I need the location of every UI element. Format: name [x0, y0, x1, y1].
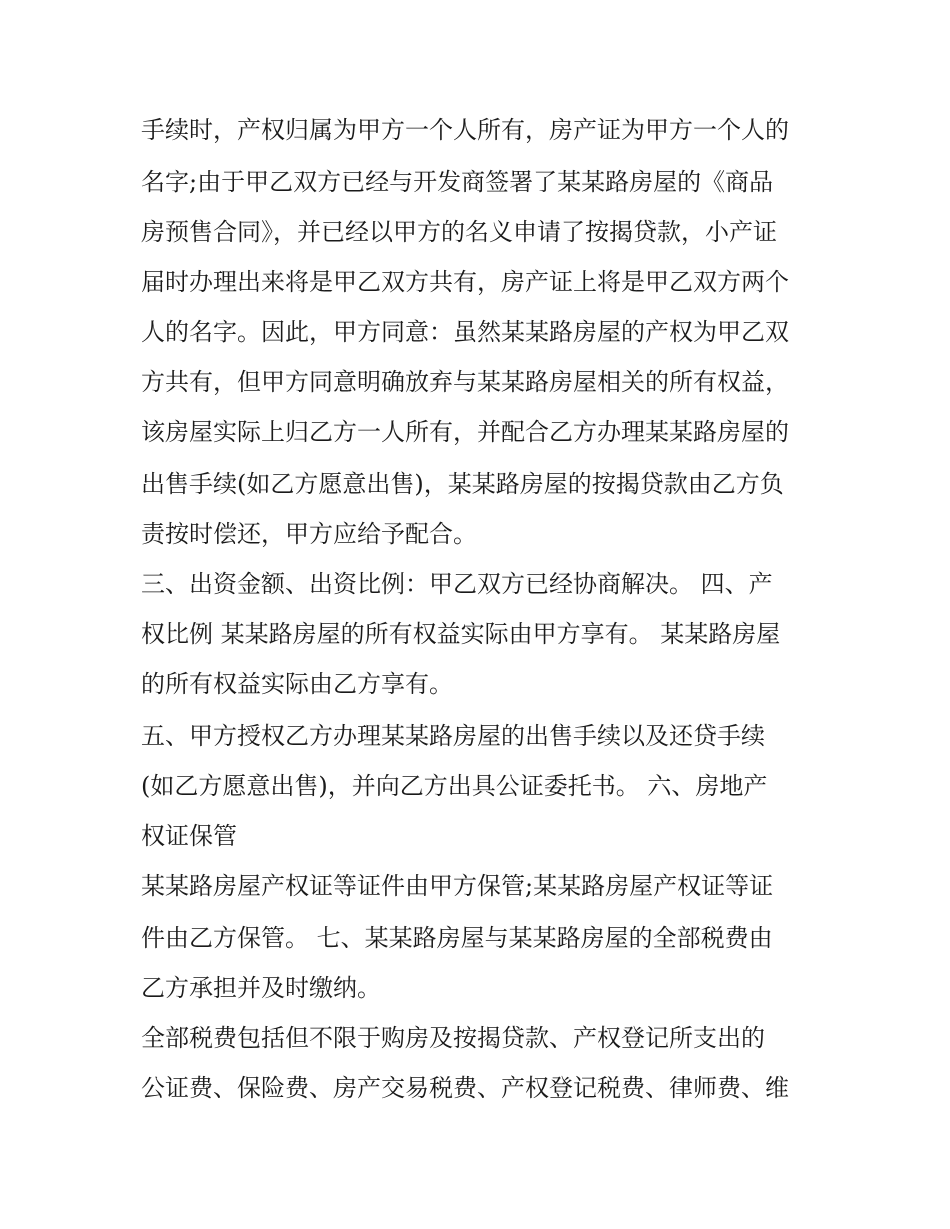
text-line: 件由乙方保管。 七、某某路房屋与某某路房屋的全部税费由	[141, 924, 773, 952]
text-line: 人的名字。因此，甲方同意：虽然某某路房屋的产权为甲乙双	[141, 318, 789, 346]
text-line: 该房屋实际上归乙方一人所有，并配合乙方办理某某路房屋的	[141, 418, 789, 446]
text-line: 责按时偿还，甲方应给予配合。	[141, 520, 477, 548]
text-line: 权证保管	[141, 822, 237, 850]
text-line: 权比例 某某路房屋的所有权益实际由甲方享有。 某某路房屋	[141, 620, 781, 648]
text-line: 三、出资金额、出资比例：甲乙双方已经协商解决。 四、产	[141, 570, 773, 598]
text-line: 公证费、保险费、房产交易税费、产权登记税费、律师费、维	[141, 1074, 789, 1102]
text-line: 全部税费包括但不限于购房及按揭贷款、产权登记所支出的	[141, 1024, 765, 1052]
text-line: 房预售合同》，并已经以甲方的名义申请了按揭贷款，小产证	[141, 218, 777, 246]
text-line: 届时办理出来将是甲乙双方共有，房产证上将是甲乙双方两个	[141, 268, 789, 296]
text-line: 方共有，但甲方同意明确放弃与某某路房屋相关的所有权益，	[141, 368, 789, 396]
text-line: 某某路房屋产权证等证件由甲方保管;某某路房屋产权证等证	[141, 872, 774, 900]
text-line: 出售手续(如乙方愿意出售)，某某路房屋的按揭贷款由乙方负	[141, 470, 784, 498]
text-line: 乙方承担并及时缴纳。	[141, 974, 381, 1002]
text-line: 的所有权益实际由乙方享有。	[141, 670, 453, 698]
text-line: (如乙方愿意出售)，并向乙方出具公证委托书。 六、房地产	[141, 772, 768, 800]
text-line: 五、甲方授权乙方办理某某路房屋的出售手续以及还贷手续	[141, 722, 765, 750]
text-line: 名字;由于甲乙双方已经与开发商签署了某某路房屋的《商品	[141, 168, 774, 196]
text-line: 手续时，产权归属为甲方一个人所有，房产证为甲方一个人的	[141, 116, 789, 144]
